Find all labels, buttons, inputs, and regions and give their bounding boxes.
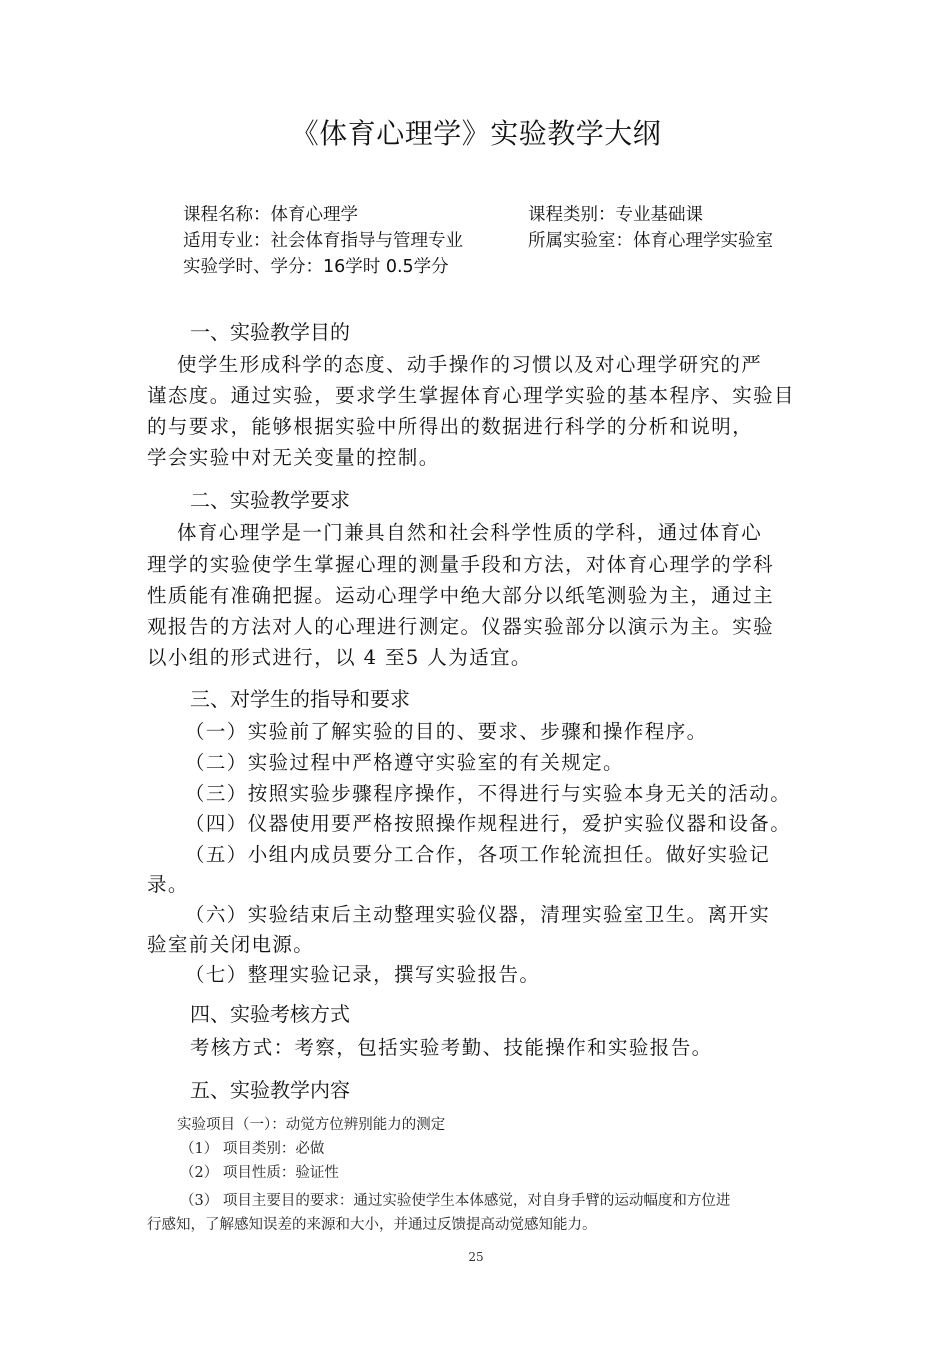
list-item-continuation: 验室前关闭电源。	[147, 933, 315, 956]
list-item: （七）整理实验记录，撰写实验报告。	[185, 963, 541, 986]
paragraph-line: 体育心理学是一门兼具自然和社会科学性质的学科，通过体育心	[177, 521, 763, 544]
paragraph-line: 观报告的方法对人的心理进行测定。仪器实验部分以演示为主。实验	[147, 615, 775, 638]
project-goal-line: （3） 项目主要目的要求：通过实验使学生本体感觉，对自身手臂的运动幅度和方位进	[180, 1193, 731, 1209]
page-number: 25	[468, 1250, 484, 1264]
page-title: 《体育心理学》实验教学大纲	[290, 117, 662, 150]
paragraph-line: 以小组的形式进行，以 4 至5 人为适宜。	[147, 646, 532, 669]
section-heading-requirements: 二、实验教学要求	[190, 488, 350, 512]
list-item: （二）实验过程中严格遵守实验室的有关规定。	[185, 751, 624, 774]
paragraph-line: 使学生形成科学的态度、动手操作的习惯以及对心理学研究的严	[177, 353, 763, 376]
project-nature: （2） 项目性质：验证性	[180, 1165, 339, 1181]
section-heading-content: 五、实验教学内容	[190, 1078, 350, 1102]
list-item: （五）小组内成员要分工合作，各项工作轮流担任。做好实验记	[185, 843, 771, 866]
lab-name: 所属实验室：体育心理学实验室	[528, 231, 773, 251]
project-title: 实验项目（一）：动觉方位辨别能力的测定	[177, 1117, 446, 1133]
list-item: （一）实验前了解实验的目的、要求、步骤和操作程序。	[185, 720, 708, 743]
section-heading-guidance: 三、对学生的指导和要求	[190, 687, 410, 711]
paragraph-line: 谨态度。通过实验，要求学生掌握体育心理学实验的基本程序、实验目	[147, 384, 795, 407]
list-item: （六）实验结束后主动整理实验仪器，清理实验室卫生。离开实	[185, 903, 771, 926]
project-category: （1） 项目类别：必做	[180, 1141, 325, 1157]
paragraph-line: 理学的实验使学生掌握心理的测量手段和方法，对体育心理学的学科	[147, 553, 775, 576]
paragraph-line: 的与要求，能够根据实验中所得出的数据进行科学的分析和说明，	[147, 415, 754, 438]
list-item: （三）按照实验步骤程序操作，不得进行与实验本身无关的活动。	[185, 782, 792, 805]
paragraph-line: 学会实验中对无关变量的控制。	[147, 446, 440, 469]
section-heading-assessment: 四、实验考核方式	[190, 1002, 350, 1026]
list-item-continuation: 录。	[147, 873, 189, 896]
course-name: 课程名称：体育心理学	[183, 205, 358, 225]
project-goal-line: 行感知，了解感知误差的来源和大小，并通过反馈提高动觉感知能力。	[147, 1217, 597, 1233]
course-type: 课程类别：专业基础课	[528, 205, 703, 225]
assessment-text: 考核方式：考察，包括实验考勤、技能操作和实验报告。	[190, 1036, 713, 1059]
section-heading-purpose: 一、实验教学目的	[190, 320, 350, 344]
applicable-major: 适用专业：社会体育指导与管理专业	[183, 231, 463, 251]
paragraph-line: 性质能有准确把握。运动心理学中绝大部分以纸笔测验为主，通过主	[147, 584, 775, 607]
hours-credits: 实验学时、学分：16学时 0.5学分	[183, 257, 449, 277]
list-item: （四）仪器使用要严格按照操作规程进行，爱护实验仪器和设备。	[185, 812, 792, 835]
